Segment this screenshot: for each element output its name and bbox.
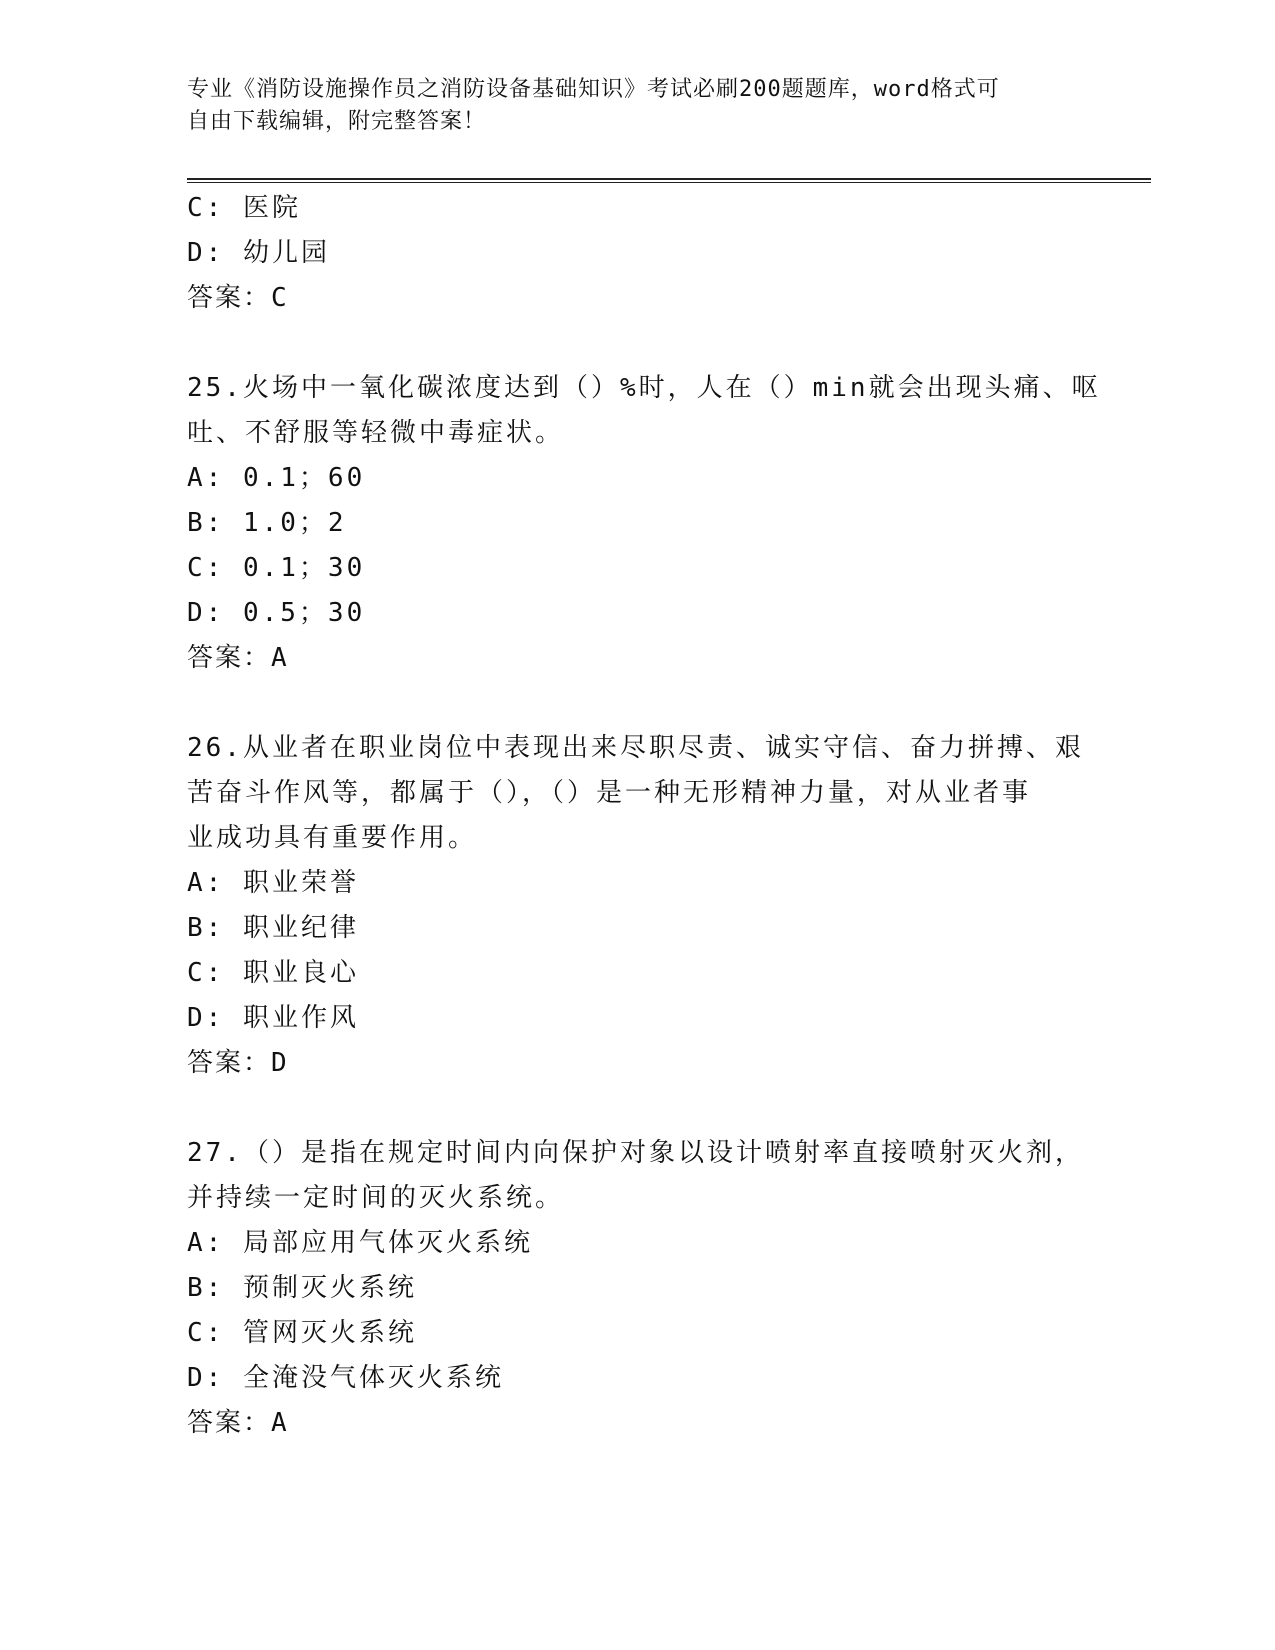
q27-option-d: D: 全淹没气体灭火系统 xyxy=(187,1363,504,1393)
q25-option-d: D: 0.5；30 xyxy=(187,598,366,628)
q26-option-b: B: 职业纪律 xyxy=(187,913,359,943)
q27-option-a: A: 局部应用气体灭火系统 xyxy=(187,1228,533,1258)
q27-option-b: B: 预制灭火系统 xyxy=(187,1273,417,1303)
q27-option-c: C: 管网灭火系统 xyxy=(187,1318,417,1348)
q24-answer: 答案：C xyxy=(187,283,289,313)
q25-stem-line-2: 吐、不舒服等轻微中毒症状。 xyxy=(187,418,565,448)
q25-option-b: B: 1.0；2 xyxy=(187,508,347,538)
q26-stem-line-3: 业成功具有重要作用。 xyxy=(187,823,478,853)
q24-option-d: D: 幼儿园 xyxy=(187,238,330,268)
header-line-1: 专业《消防设施操作员之消防设备基础知识》考试必刷200题题库，word格式可 xyxy=(187,77,1000,102)
q26-option-c: C: 职业良心 xyxy=(187,958,359,988)
q26-option-d: D: 职业作风 xyxy=(187,1003,359,1033)
page-header xyxy=(187,74,1087,138)
q25-stem-line-1: 25.火场中一氧化碳浓度达到（）%时，人在（）min就会出现头痛、呕 xyxy=(187,373,1101,403)
q25-option-c: C: 0.1；30 xyxy=(187,553,366,583)
header-line-2: 自由下载编辑，附完整答案！ xyxy=(187,109,487,134)
q27-stem-line-2: 并持续一定时间的灭火系统。 xyxy=(187,1183,565,1213)
q26-option-a: A: 职业荣誉 xyxy=(187,868,359,898)
q26-answer: 答案：D xyxy=(187,1048,289,1078)
q27-answer: 答案：A xyxy=(187,1408,289,1438)
q27-stem-line-1: 27.（）是指在规定时间内向保护对象以设计喷射率直接喷射灭火剂， xyxy=(187,1138,1084,1168)
q26-stem-line-2: 苦奋斗作风等，都属于（），（）是一种无形精神力量，对从业者事 xyxy=(187,778,1032,808)
q25-option-a: A: 0.1；60 xyxy=(187,463,366,493)
q26-stem-line-1: 26.从业者在职业岗位中表现出来尽职尽责、诚实守信、奋力拼搏、艰 xyxy=(187,733,1084,763)
header-divider-thick xyxy=(187,178,1151,180)
q25-answer: 答案：A xyxy=(187,643,289,673)
header-divider-thin xyxy=(187,182,1151,183)
q24-option-c: C: 医院 xyxy=(187,193,301,223)
